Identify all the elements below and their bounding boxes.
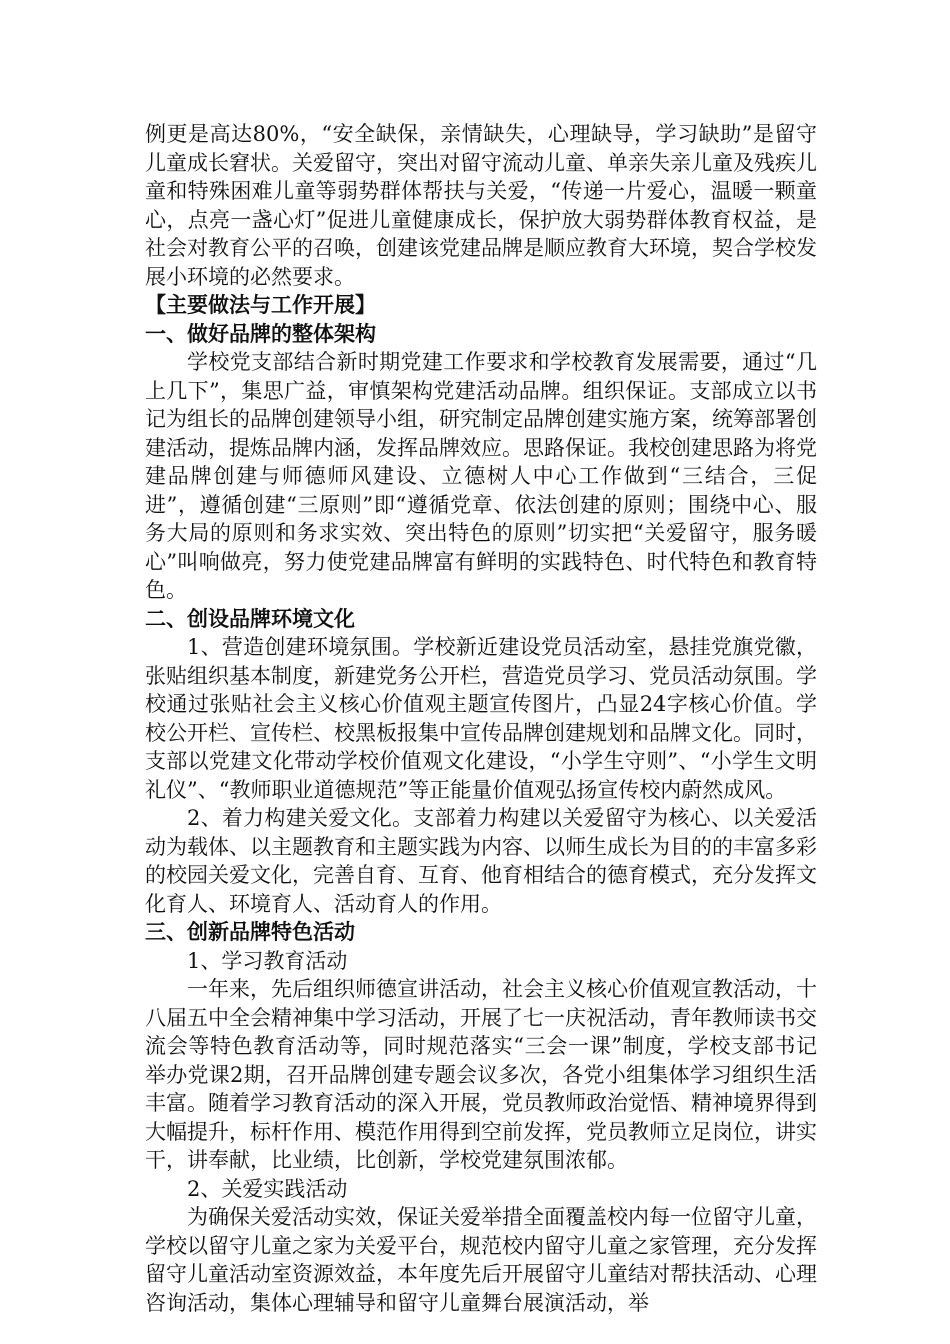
paragraph-caring-culture: 2、着力构建关爱文化。支部着力构建以关爱留守为核心、以关爱活动为载体、以主题教育和主题实践为内容、以师生成长为目的的丰富多彩的校园关爱文化，完善自育、互育、他育相结合的德育模式，充分发挥文化育人、环境育人、活动育人的作用。 <box>145 806 817 916</box>
section-heading-2: 二、创设品牌环境文化 <box>145 605 355 631</box>
paragraph-environment-atmosphere: 1、营造创建环境氛围。学校新近建设党员活动室，悬挂党旗党徽，张贴组织基本制度，新建党务公开栏，营造党员学习、党员活动氛围。学校通过张贴社会主义核心价值观主题宣传图片，凸显24字核心价值。学校公开栏、宣传栏、校黑板报集中宣传品牌创建规划和品牌文化。同时，支部以党建文化带动学校价值观文化建设，“小学生守则”、“小学生文明礼仪”、“教师职业道德规范”等正能量价值观弘扬宣传校内蔚然成风。 <box>145 635 817 802</box>
section-heading-1: 一、做好品牌的整体架构 <box>145 320 376 346</box>
document-page <box>145 120 817 1317</box>
section-heading-3: 三、创新品牌特色活动 <box>145 919 355 944</box>
subheading-caring-practice: 2、关爱实践活动 <box>187 1176 348 1201</box>
paragraph-study-activities: 一年来，先后组织师德宣讲活动，社会主义核心价值观宣教活动，十八届五中全会精神集中学习活动，开展了七一庆祝活动，青年教师读书交流会等特色教育活动等，同时规范落实“三会一课”制度，学校支部书记举办党课2期，召开品牌创建专题会议多次，各党小组集体学习组织生活丰富。随着学习教育活动的深入开展，党员教师政治觉悟、精神境界得到大幅提升，标杆作用、模范作用得到空前发挥，党员教师立足岗位，讲实干，讲奉献，比业绩，比创新，学校党建氛围浓郁。 <box>145 977 817 1172</box>
paragraph-caring-practice: 为确保关爱活动实效，保证关爱举措全面覆盖校内每一位留守儿童，学校以留守儿童之家为关爱平台，规范校内留守儿童之家管理，充分发挥留守儿童活动室资源效益，本年度先后开展留守儿童结对帮扶活动、心理咨询活动，集体心理辅导和留守儿童舞台展演活动，举 <box>145 1205 817 1315</box>
paragraph-brand-framework: 学校党支部结合新时期党建工作要求和学校教育发展需要，通过“几上几下”，集思广益，审慎架构党建活动品牌。组织保证。支部成立以书记为组长的品牌创建领导小组，研究制定品牌创建实施方案，统筹部署创建活动，提炼品牌内涵，发挥品牌效应。思路保证。我校创建思路为将党建品牌创建与师德师风建设、立德树人中心工作做到“三结合，三促进”，遵循创建“三原则”即“遵循党章、依法创建的原则；围绕中心、服务大局的原则和务求实效、突出特色的原则”切实把“关爱留守，服务暖心”叫响做亮，努力使党建品牌富有鲜明的实践特色、时代特色和教育特色。 <box>145 350 817 602</box>
paragraph-intro-continuation: 例更是高达80%，“安全缺保，亲情缺失，心理缺导，学习缺助”是留守儿童成长窘状。关爱留守，突出对留守流动儿童、单亲失亲儿童及残疾儿童和特殊困难儿童等弱势群体帮扶与关爱，“传递一片爱心，温暖一颗童心，点亮一盏心灯”促进儿童健康成长，保护放大弱势群体教育权益，是社会对教育公平的召唤，创建该党建品牌是顺应教育大环境，契合学校发展小环境的必然要求。 <box>145 122 817 289</box>
section-heading-main-practices: 【主要做法与工作开展】 <box>145 292 376 317</box>
subheading-study-activities: 1、学习教育活动 <box>187 948 348 973</box>
